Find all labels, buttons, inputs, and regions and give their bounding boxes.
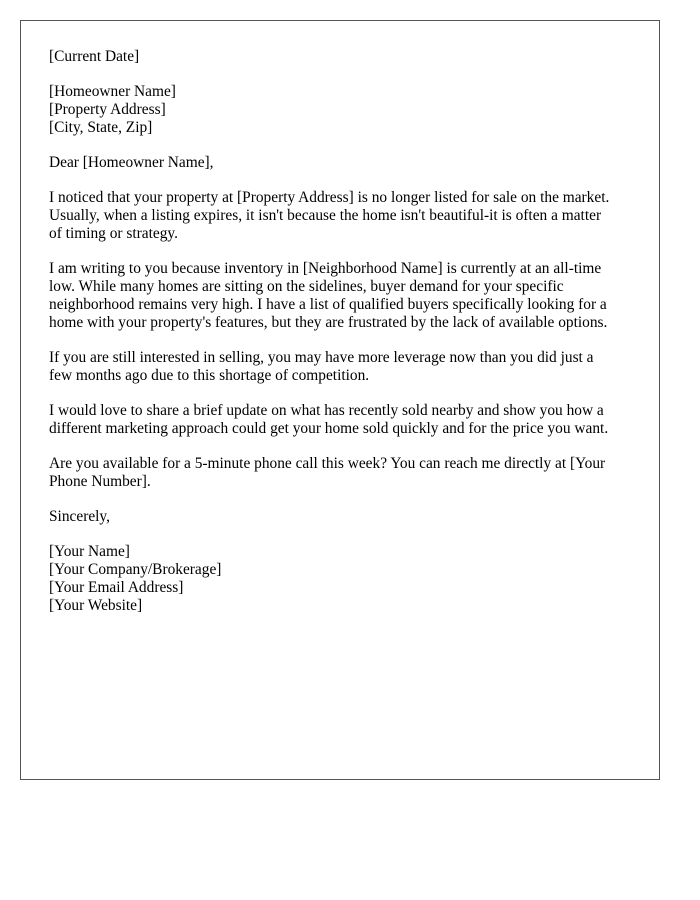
paragraph-line: low. While many homes are sitting on the sidelines, buyer demand for your specific [49,278,564,295]
closing-line: Sincerely, [49,508,110,525]
paragraph-update [49,402,631,438]
paragraph-line: different marketing approach could get your home sold quickly and for the price you want. [49,420,609,437]
recipient-city: [City, State, Zip] [49,119,153,136]
date-line: [Current Date] [49,48,140,65]
salutation-line: Dear [Homeowner Name], [49,154,214,171]
paragraph-line: home with your property's features, but they are frustrated by the lack of available options. [49,314,608,331]
signature-email: [Your Email Address] [49,579,184,596]
paragraph-inventory [49,260,631,332]
paragraph-intro [49,189,631,243]
paragraph-line: of timing or strategy. [49,225,178,242]
paragraph-line: I noticed that your property at [Property Address] is no longer listed for sale on the market. [49,189,610,206]
salutation [49,154,631,172]
closing [49,508,631,526]
signature-website: [Your Website] [49,597,143,614]
paragraph-line: I am writing to you because inventory in [Neighborhood Name] is currently at an all-time [49,260,602,277]
letter-date [49,48,631,66]
paragraph-call [49,455,631,491]
letter-page [20,20,660,780]
signature-name: [Your Name] [49,543,130,560]
paragraph-line: Are you available for a 5-minute phone call this week? You can reach me directly at [Your [49,455,606,472]
paragraph-line: I would love to share a brief update on what has recently sold nearby and show you how a [49,402,604,419]
paragraph-leverage [49,349,631,385]
signature-block [49,543,631,615]
recipient-street: [Property Address] [49,101,166,118]
paragraph-line: Usually, when a listing expires, it isn't because the home isn't beautiful-it is often a matter [49,207,602,224]
recipient-name: [Homeowner Name] [49,83,176,100]
paragraph-line: If you are still interested in selling, you may have more leverage now than you did just a [49,349,594,366]
paragraph-line: neighborhood remains very high. I have a list of qualified buyers specifically looking for a [49,296,607,313]
paragraph-line: few months ago due to this shortage of competition. [49,367,370,384]
recipient-address [49,83,631,137]
paragraph-line: Phone Number]. [49,473,151,490]
signature-company: [Your Company/Brokerage] [49,561,222,578]
